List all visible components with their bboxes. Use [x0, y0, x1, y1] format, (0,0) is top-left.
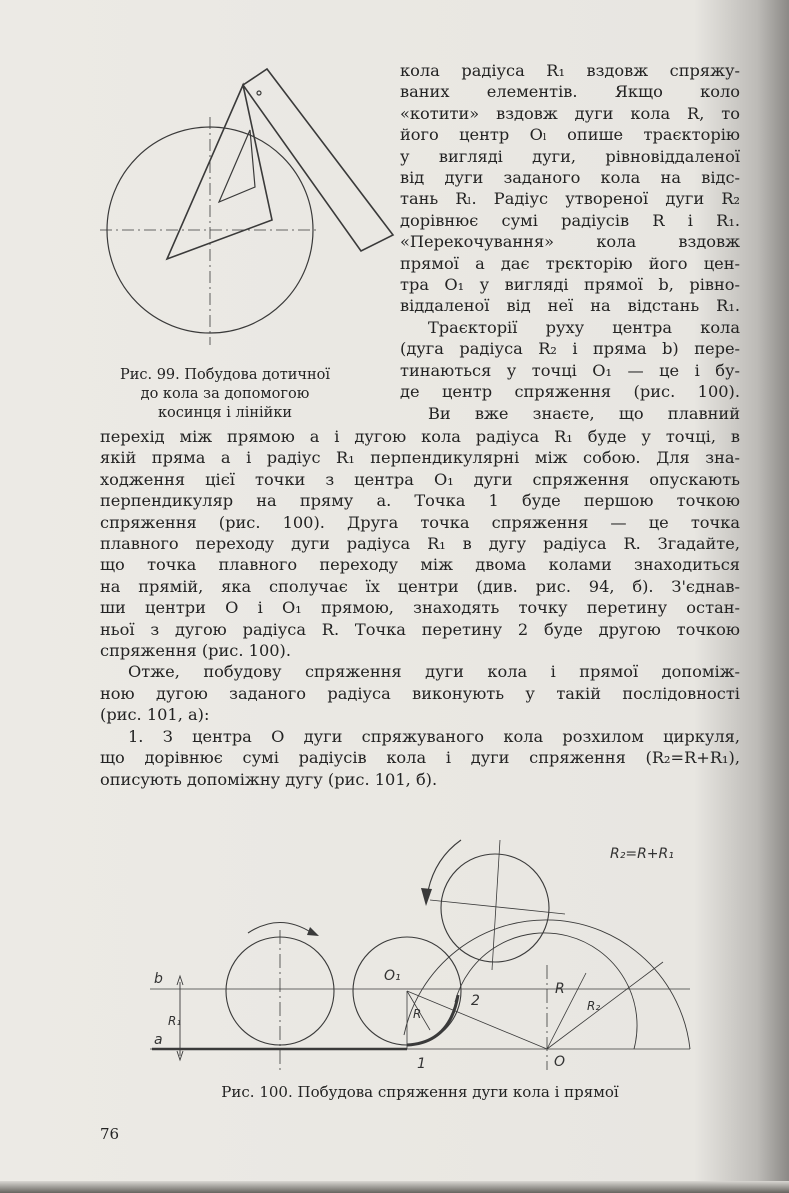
label-a: a [154, 1032, 163, 1048]
text-line: якій пряма a і радіус R₁ перпендикулярні між собою. Для зна- [100, 448, 740, 468]
label-r1: R₁ [168, 1014, 182, 1028]
fig99-caption-3: косинця і лінійки [157, 405, 293, 421]
text-line: його центр Oₗ опише траєкторію [400, 125, 740, 145]
text-line: що точка плавного переходу між двома колами знаходиться [100, 555, 740, 575]
figure-99-drawing [95, 55, 395, 360]
text-line: у вигляді дуги, рівновіддаленої [400, 146, 740, 166]
text-line: ходження цієї точки з центра O₁ дуги спряження опускають [100, 469, 740, 489]
text-line: ною дугою заданого радіуса виконують у такій послідовності [100, 683, 740, 703]
fig100-caption: Рис. 100. Побудова спряження дуги кола і прямої [221, 1083, 619, 1101]
text-line: Отже, побудову спряження дуги кола і прямої допоміж- [128, 662, 740, 682]
formula-label: R₂=R+R₁ [610, 846, 674, 862]
text-line: спряження (рис. 100). [100, 641, 292, 661]
text-line: ньої з дугою радіуса R. Точка перетину 2 буде другою точкою [100, 619, 740, 639]
text-line: 1. З центра O дуги спряжуваного кола розхилом циркуля, [128, 726, 740, 746]
text-line: перехід між прямою a і дугою кола радіуса R₁ буде у точці, в [100, 427, 740, 446]
right-column-text [400, 60, 740, 424]
text-line: описують допоміжну дугу (рис. 101, б). [100, 769, 438, 789]
text-line: тинаються у точці O₁ — це і бу- [400, 360, 740, 380]
fig99-caption-2: до кола за допомогою [140, 386, 310, 402]
text-line: перпендикуляр на пряму a. Точка 1 буде першою точкою [100, 491, 740, 511]
text-line: «Перекочування» кола вздовж [400, 232, 740, 252]
bottom-edge-shadow [0, 1181, 789, 1193]
rolling-circle-3 [441, 854, 549, 962]
text-line: тань Rₗ. Радіус утвореної дуги R₂ [400, 189, 740, 209]
text-line: де центр спряження (рис. 100). [400, 382, 740, 402]
label-o1: O₁ [384, 968, 401, 984]
text-line: (дуга радіуса R₂ і пряма b) пере- [400, 339, 740, 359]
triangle-ruler [167, 85, 272, 259]
label-2: 2 [471, 993, 480, 1009]
text-line: кола радіуса R₁ вздовж спряжу- [400, 61, 740, 80]
label-o: O [554, 1054, 566, 1070]
triangle-ruler-inner [219, 130, 255, 202]
text-line: віддаленої від неї на відстань R₁. [400, 296, 740, 316]
text-line: «котити» вздовж дуги кола R, то [400, 103, 740, 123]
full-width-text [100, 426, 740, 790]
label-r-big: R [555, 981, 565, 997]
text-line: на прямій, яка сполучає їх центри (див. рис. 94, б). З'єднав- [100, 576, 740, 596]
text-line: тра O₁ у вигляді прямої b, рівно- [400, 275, 740, 295]
text-line: спряження (рис. 100). Друга точка спряження — це точка [100, 512, 740, 532]
label-r-small: R [413, 1007, 422, 1021]
text-line: ши центри O і O₁ прямою, знаходять точку перетину остан- [100, 598, 740, 618]
rotation-arrow-2 [426, 840, 461, 904]
figure-100-drawing [130, 830, 730, 1080]
text-line: від дуги заданого кола на відс- [400, 168, 740, 188]
label-b: b [154, 971, 163, 987]
page-number: 76 [100, 1125, 120, 1143]
label-r2: R₂ [587, 999, 601, 1013]
text-line: Ви вже знаєте, що плавний [428, 403, 740, 423]
text-line: плавного переходу дуги радіуса R₁ в дугу радіуса R. Згадайте, [100, 534, 740, 554]
text-line: (рис. 101, a): [100, 705, 210, 725]
straight-ruler [243, 69, 393, 251]
fig99-caption-1: Рис. 99. Побудова дотичної [119, 367, 331, 383]
text-line: ваних елементів. Якщо коло [400, 82, 740, 102]
text-line: що дорівнює сумі радіусів кола і дуги спряження (R₂=R+R₁), [100, 748, 740, 768]
text-line: Траєкторії руху центра кола [428, 317, 740, 337]
label-1: 1 [417, 1056, 426, 1072]
text-line: прямої a дає трєкторію його цен- [400, 253, 740, 273]
given-arc-r [455, 933, 637, 1049]
text-line: дорівнює сумі радіусів R і R₁. [400, 210, 740, 230]
